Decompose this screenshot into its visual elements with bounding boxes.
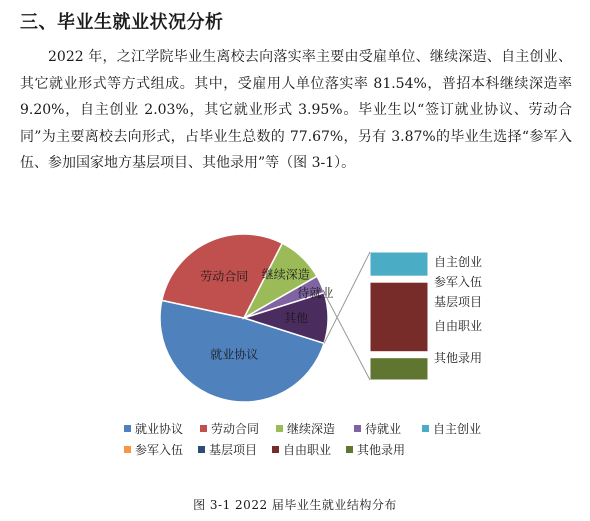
bar-label-0: 自主创业	[434, 255, 483, 269]
legend-swatch-4	[422, 425, 429, 432]
bar-segment-4	[370, 358, 428, 380]
legend-label-7: 自由职业	[283, 443, 332, 457]
pie-label-3: 待就业	[297, 286, 334, 300]
bar-segment-0	[370, 252, 428, 276]
legend-swatch-6	[198, 446, 205, 453]
bar-label-1: 参军入伍	[434, 275, 483, 289]
figure-caption: 图 3-1 2022 届毕业生就业结构分布	[193, 498, 397, 512]
bar-label-3: 自由职业	[434, 319, 483, 333]
connector-bottom	[324, 293, 370, 380]
legend-swatch-0	[124, 425, 131, 432]
legend-swatch-3	[354, 425, 361, 432]
legend-label-0: 就业协议	[135, 422, 184, 436]
legend-label-8: 其他录用	[357, 443, 406, 457]
pie-label-4: 其他	[284, 311, 309, 325]
pie-label-1: 劳动合同	[200, 269, 249, 284]
legend-swatch-5	[124, 446, 131, 453]
legend-label-1: 劳动合同	[211, 422, 260, 436]
body-paragraph: 2022 年，之江学院毕业生离校去向落实率主要由受雇单位、继续深造、自主创业、其它就业形式等方式组成。其中，受雇用人单位落实率 81.54%，普招本科继续深造率 9.20%，自主创业 2.03%，其它就业形式 3.95%。毕业生以“签订就业协议、劳动合同”为主要离校去向形式，占毕业生总数的 77.67%，另有 3.87%的毕业生选择“参军入伍、参加国家地方基层项目、其他录用”等（图 3-1）。	[20, 49, 572, 171]
legend-label-6: 基层项目	[209, 443, 258, 457]
bar-segment-3	[370, 282, 428, 352]
bar-label-4: 其他录用	[434, 351, 483, 365]
legend-swatch-2	[276, 425, 283, 432]
legend-label-2: 继续深造	[287, 422, 336, 436]
legend-swatch-7	[272, 446, 279, 453]
pie-label-0: 就业协议	[210, 347, 259, 362]
pie-label-2: 继续深造	[261, 267, 310, 282]
legend-label-4: 自主创业	[433, 422, 482, 436]
legend-label-3: 待就业	[365, 422, 402, 436]
bar-label-2: 基层项目	[434, 295, 483, 309]
bar-of-pie-chart	[118, 212, 490, 482]
legend-label-5: 参军入伍	[135, 443, 184, 457]
section-heading: 三、毕业生就业状况分析	[20, 12, 224, 33]
legend-swatch-1	[200, 425, 207, 432]
chart-container	[118, 212, 490, 482]
legend-swatch-8	[346, 446, 353, 453]
